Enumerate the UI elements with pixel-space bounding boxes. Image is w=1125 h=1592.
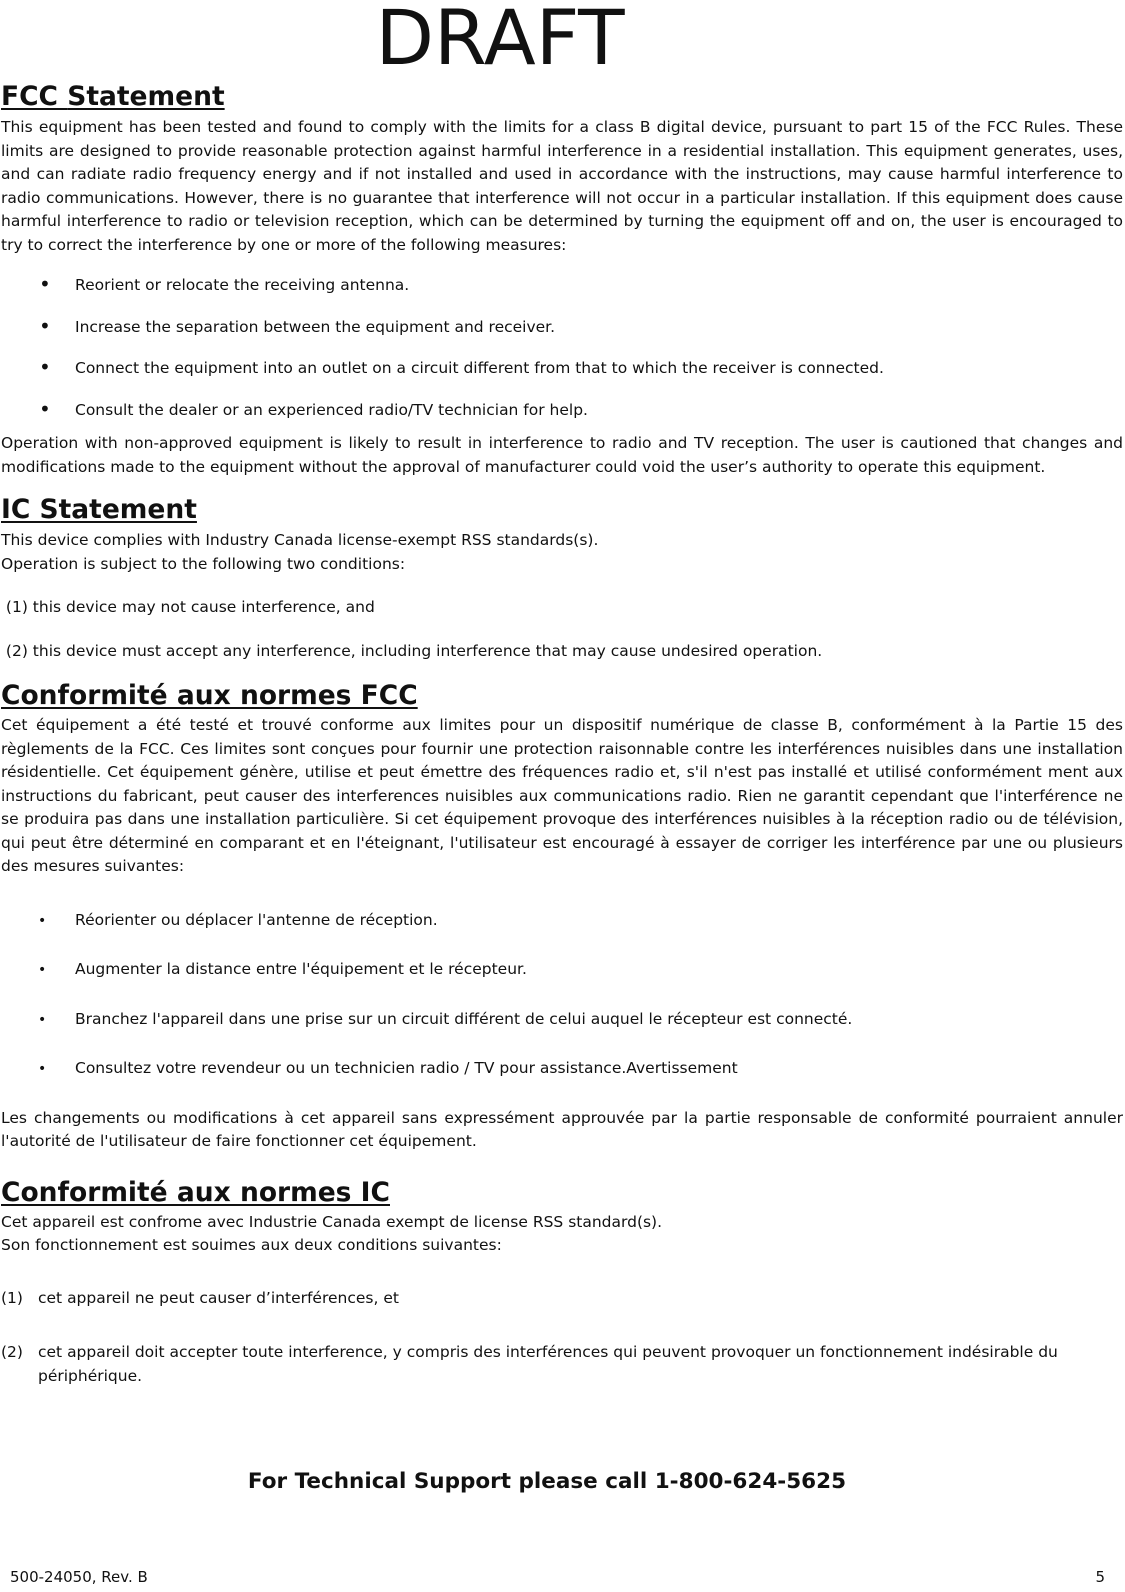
list-item [1,396,1123,423]
document-body [1,80,1123,1388]
footer-doc-number: 500-24050, Rev. B [10,1568,148,1586]
list-item [1,1287,1123,1311]
ic-condition-2: (2) this device must accept any interference, including interference that may cause undesired operation. [1,641,823,660]
bullet-icon: • [39,355,51,379]
fcc-caution-paragraph: Operation with non-approved equipment is likely to result in interference to radio and TV reception. The user is cautioned that changes and modifications made to the equipment without the approval of manufacturer could void the user’s authority to operate this equipment. [1,434,1123,476]
fcc-measure-1: Reorient or relocate the receiving antenna. [75,276,410,294]
list-item [1,958,1123,982]
bullet-icon: • [39,396,51,421]
fcc-fr-measure-3: Branchez l'appareil dans une prise sur un circuit différent de celui auquel le récepteur est connecté. [75,1009,853,1028]
list-item [1,1008,1123,1032]
fcc-fr-measure-1: Réorienter ou déplacer l'antenne de réception. [75,910,438,929]
condition-number: (1) [1,1288,23,1307]
footer-page-number: 5 [1095,1568,1105,1586]
fcc-heading-fcc: FCC [1,81,58,112]
draft-watermark: DRAFT [375,0,625,82]
bullet-icon: • [39,313,51,338]
ic-fr-line-1: Cet appareil est confrome avec Industrie Canada exempt de license RSS standard(s). [1,1212,663,1231]
fcc-fr-measures-list [1,909,1123,1081]
list-item [1,357,1123,381]
list-item [1,909,1123,933]
ic-heading: IC Statement [1,494,197,525]
fcc-heading-statement: Statement [67,81,225,112]
ic-fr-line-2: Son fonctionnement est souimes aux deux conditions suivantes: [1,1236,502,1254]
ic-fr-heading: Conformité aux normes IC [1,1176,390,1208]
fcc-measure-3: Connect the equipment into an outlet on a circuit different from that to which the receiver is connected. [75,359,884,377]
fcc-measure-2: Increase the separation between the equipment and receiver. [75,317,556,336]
technical-support-line: For Technical Support please call 1-800-624-5625 [247,1469,847,1494]
fcc-heading [1,80,1123,114]
fcc-fr-intro-paragraph: Cet équipement a été testé et trouvé conforme aux limites pour un dispositif numérique de classe B, conformément à la Partie 15 des règlements de la FCC. Ces limites sont conçues pour fournir une protection raisonnable contre les interférences nuisibles dans une installation résidentielle. Cet équipement génère, utilise et peut émettre des fréquences radio et, s'il n'est pas installé et utilisé conformément ment aux instructions du fabricant, peut causer des interferences nuisibles aux communications radio. Rien ne garantit cependant que l'interférence ne se produira pas dans une installation particulière. Si cet équipement provoque des interférences nuisibles à la réception radio ou de télévision, qui peut être déterminé en comparant et en l'éteignant, l'utilisateur est encouragé à essayer de corriger les interférence par une ou plusieurs des mesures suivantes: [1,716,1123,875]
fcc-fr-measure-2: Augmenter la distance entre l'équipement et le récepteur. [75,960,527,978]
fcc-fr-heading: Conformité aux normes FCC [1,680,418,711]
list-item [1,274,1123,298]
fcc-measure-4: Consult the dealer or an experienced radio/TV technician for help. [75,400,588,419]
bullet-icon: • [38,912,47,929]
bullet-icon: • [39,272,51,296]
fcc-measures-list [1,274,1123,422]
ic-line-1: This device complies with Industry Canada license-exempt RSS standards(s). [1,531,599,549]
ic-line-2: Operation is subject to the following two conditions: [1,554,406,573]
ic-fr-conditions-list [1,1287,1123,1389]
fcc-fr-measure-4: Consultez votre revendeur ou un technicien radio / TV pour assistance.Avertissement [75,1059,738,1077]
list-item [1,1341,1123,1388]
list-item [1,1057,1123,1081]
list-item [1,313,1123,340]
condition-number: (2) [1,1343,23,1361]
ic-fr-condition-2: cet appareil doit accepter toute interference, y compris des interférences qui peuvent provoquer un fonctionnement indésirable du périphérique. [38,1343,1058,1385]
ic-fr-condition-1: cet appareil ne peut causer d’interférences, et [38,1288,399,1307]
bullet-icon: • [38,1011,47,1028]
ic-condition-1: (1) this device may not cause interference, and [1,598,375,616]
bullet-icon: • [38,962,47,978]
fcc-fr-warning-paragraph: Les changements ou modifications à cet appareil sans expressément approuvée par la partie responsable de conformité pourraient annuler l'autorité de l'utilisateur de faire fonctionner cet équipement. [1,1108,1123,1150]
bullet-icon: • [38,1061,47,1077]
fcc-intro-paragraph: This equipment has been tested and found to comply with the limits for a class B digital device, pursuant to part 15 of the FCC Rules. These limits are designed to provide reasonable protection against harmful interference in a residential installation. This equipment generates, uses, and can radiate radio frequency energy and if not installed and used in accordance with the instructions, may cause harmful interference to radio communications. However, there is no guarantee that interference will not occur in a particular installation. If this equipment does cause harmful interference to radio or television reception, which can be determined by turning the equipment off and on, the user is encouraged to try to correct the interference by one or more of the following measures: [1,118,1123,254]
